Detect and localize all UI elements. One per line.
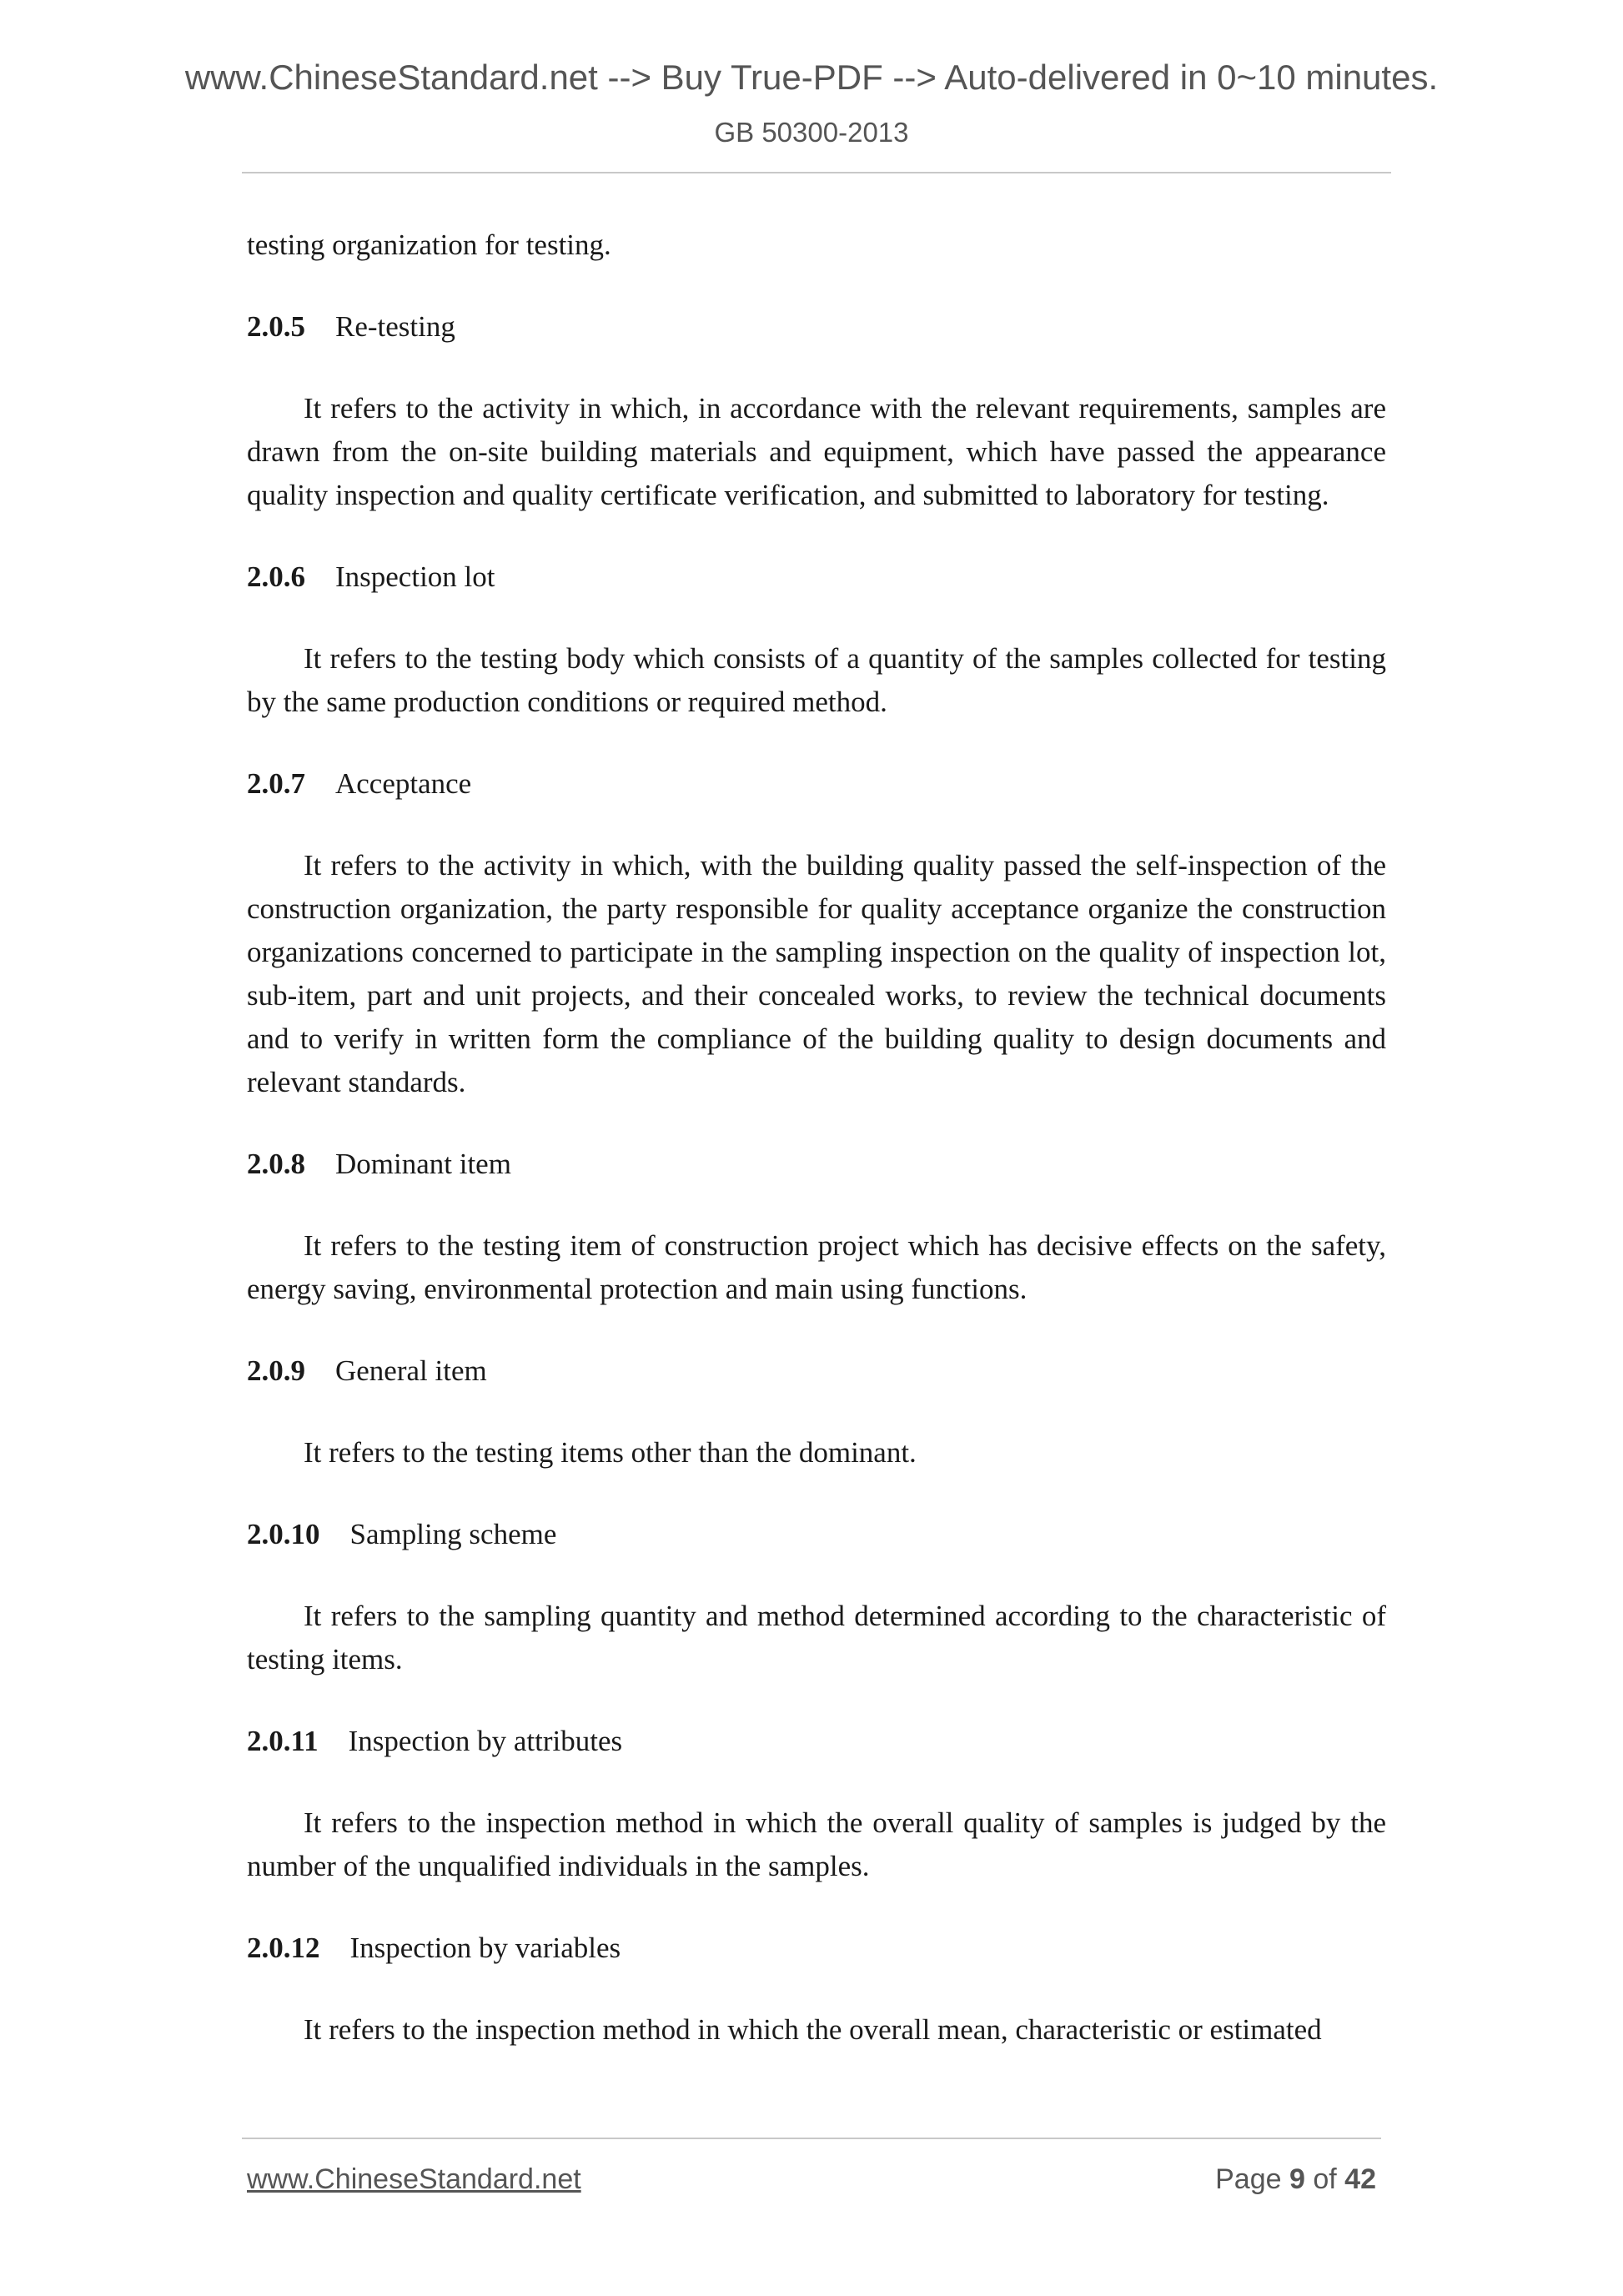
term-definition: It refers to the testing item of construction project which has decisive effects on the safety, energy saving, environmental protection and main using functions.	[247, 1229, 1386, 1305]
term-number: 2.0.8	[247, 1148, 305, 1180]
term-number: 2.0.12	[247, 1932, 320, 1964]
term-title: Dominant item	[335, 1148, 511, 1180]
term-title: Acceptance	[335, 767, 472, 800]
footer-divider	[242, 2138, 1381, 2139]
document-code: GB 50300-2013	[714, 117, 909, 148]
page-current: 9	[1289, 2163, 1305, 2195]
term-number: 2.0.6	[247, 560, 305, 593]
term-heading	[247, 305, 1386, 349]
term-title: Sampling scheme	[349, 1518, 557, 1550]
term-title: Inspection lot	[335, 560, 495, 593]
term-definition: It refers to the inspection method in which the overall quality of samples is judged by the number of the unqualified individuals in the samples.	[247, 1806, 1386, 1882]
page-of: of	[1313, 2163, 1337, 2195]
term-heading	[247, 1143, 1386, 1186]
header-banner: www.ChineseStandard.net --> Buy True-PDF --> Auto-delivered in 0~10 minutes.	[184, 58, 1439, 97]
page-prefix: Page	[1215, 2163, 1282, 2195]
term-definition: It refers to the testing body which consists of a quantity of the samples collected for testing by the same production conditions or required method.	[247, 642, 1386, 718]
page-indicator	[1215, 2163, 1376, 2196]
term-title: Inspection by attributes	[348, 1725, 623, 1757]
term-heading	[247, 1513, 1386, 1556]
term-number: 2.0.10	[247, 1518, 320, 1550]
term-heading	[247, 1720, 1386, 1763]
term-title: General item	[335, 1354, 487, 1387]
term-heading	[247, 1927, 1386, 1970]
term-number: 2.0.7	[247, 767, 305, 800]
term-definition: It refers to the activity in which, in accordance with the relevant requirements, samples are drawn from the on-site building materials and equipment, which have passed the appearance quality inspection and quality certificate verification, and submitted to laboratory for testing.	[247, 392, 1386, 511]
term-definition: It refers to the activity in which, with the building quality passed the self-inspection of the construction organization, the party responsible for quality acceptance organize the construction organizations concerned to participate in the sampling inspection on the quality of inspection lot, sub-item, part and unit projects, and their concealed works, to review the technical documents and to verify in written form the compliance of the building quality to design documents and relevant standards.	[247, 849, 1386, 1098]
term-title: Re-testing	[335, 310, 455, 343]
term-number: 2.0.5	[247, 310, 305, 343]
header-divider	[242, 172, 1391, 173]
term-definition: It refers to the testing items other than the dominant.	[304, 1436, 917, 1469]
term-heading	[247, 1349, 1386, 1393]
term-definition: It refers to the inspection method in which the overall mean, characteristic or estimated	[304, 2013, 1322, 2046]
term-number: 2.0.11	[247, 1725, 319, 1757]
term-title: Inspection by variables	[349, 1932, 621, 1964]
term-definition: It refers to the sampling quantity and method determined according to the characteristic of testing items.	[247, 1600, 1386, 1676]
term-heading	[247, 762, 1386, 806]
document-body	[247, 224, 1386, 2052]
page-total: 42	[1344, 2163, 1376, 2195]
term-number: 2.0.9	[247, 1354, 305, 1387]
footer-site-link[interactable]: www.ChineseStandard.net	[247, 2163, 581, 2195]
term-heading	[247, 555, 1386, 599]
lead-paragraph: testing organization for testing.	[247, 229, 611, 261]
